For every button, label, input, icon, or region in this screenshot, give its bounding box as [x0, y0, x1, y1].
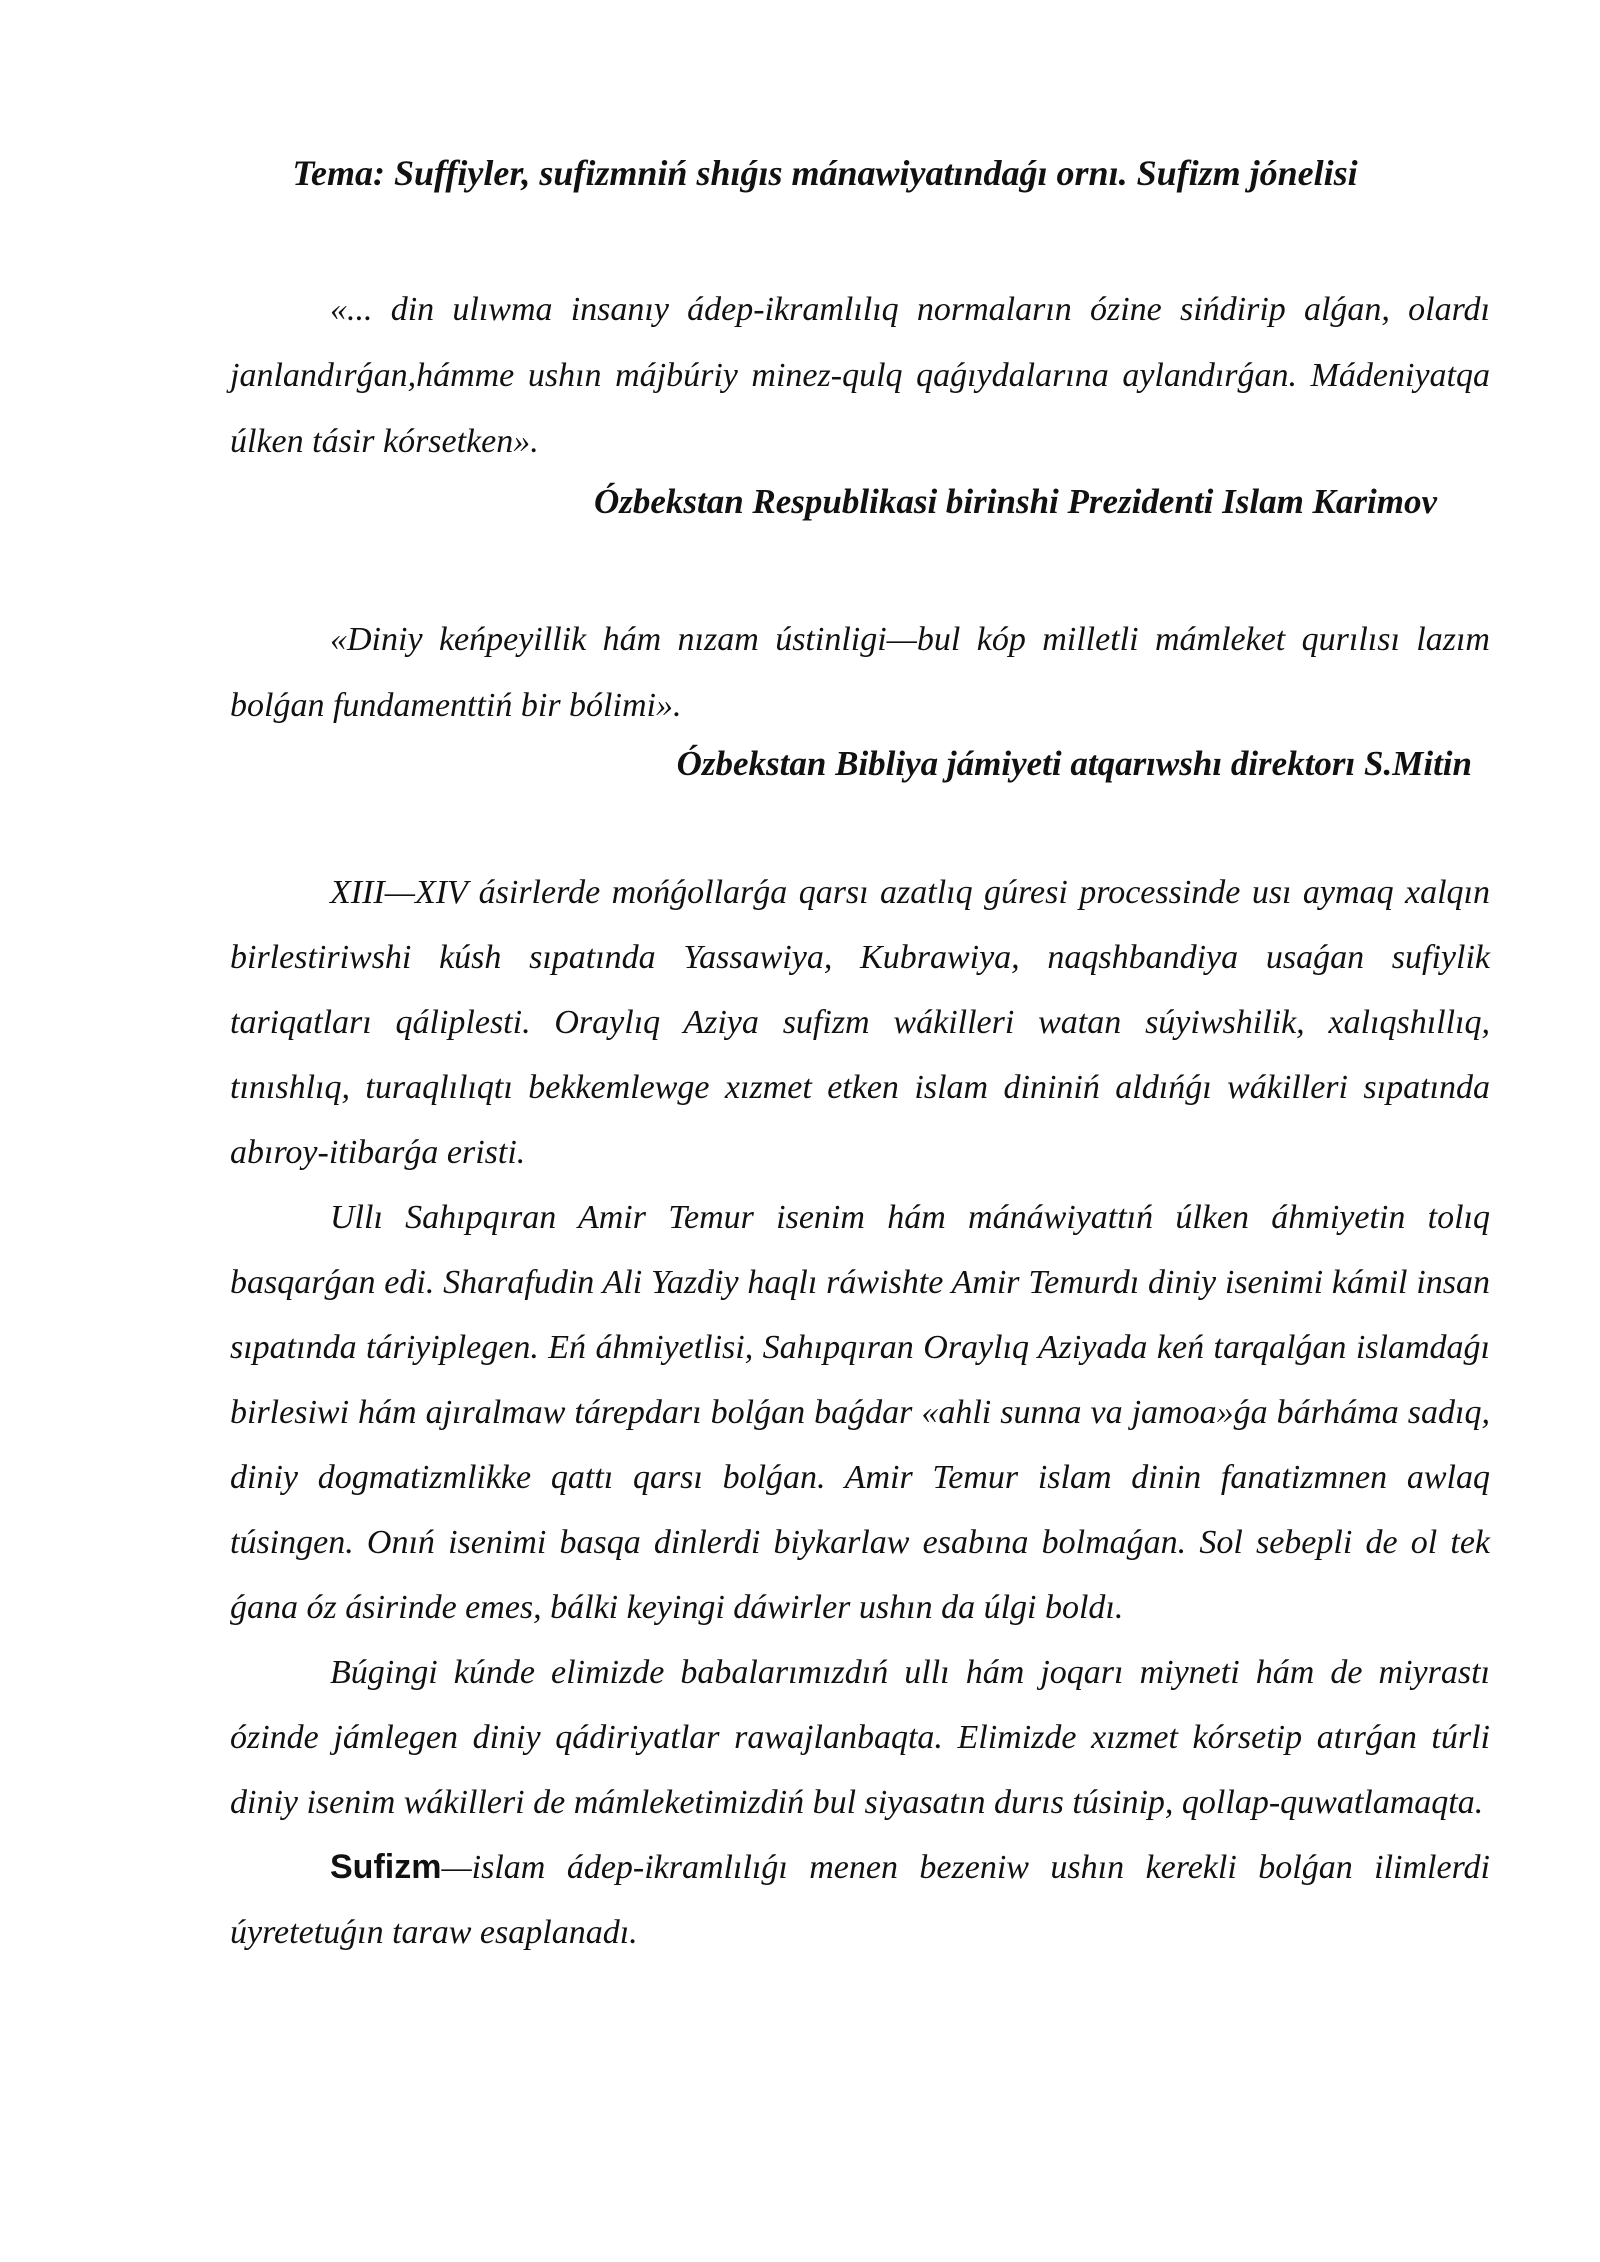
document-title: Tema: Suffiyler, sufizmniń shıǵıs mánawiyatındaǵı ornı. Sufizm jónelisi [292, 153, 1358, 193]
definition-text: —islam ádep-ikramlılıǵı menen bezeniw ushın kerekli bolǵan ilimlerdi úyretetuǵın taraw esaplanadı. [230, 1849, 1490, 1951]
body-paragraph-2: Ullı Sahıpqıran Amir Temur isenim hám mánáwiyattıń úlken áhmiyetin tolıq basqarǵan edi. Sharafudin Ali Yazdiy haqlı ráwishte Amir Temurdı diniy isenimi kámil insan sıpatında táriyiplegen. Eń áhmiyetlisi, Sahıpqıran Oraylıq Aziyada keń tarqalǵan islamdaǵı birlesiwi hám ajıralmaw tárepdarı bolǵan baǵdar «ahli sunna va jamoa»ǵa bárháma sadıq, diniy dogmatizmlikke qattı qarsı bolǵan. Amir Temur islam dinin fanatizmnen awlaq túsingen. Onıń isenimi basqa dinlerdi biykarlaw esabına bolmaǵan. Sol sebepli de ol tek ǵana óz ásirinde emes, bálki keyingi dáwirler ushın da úlgi boldı. [230, 1199, 1490, 1626]
body-paragraph-3: Búgingi kúnde elimizde babalarımızdıń ullı hám joqarı miyneti hám de miyrastı ózinde jámlegen diniy qádiriyatlar rawajlanbaqta. Elimizde xızmet kórsetip atırǵan túrli diniy isenim wákilleri de mámleketimizdiń bul siyasatın durıs túsinip, qollap-quwatlamaqta. [230, 1654, 1490, 1821]
epigraph-author-2: Ózbekstan Bibliya jámiyeti atqarıwshı direktorı S.Mitin [676, 744, 1472, 783]
body-paragraph-1: XIII—XIV ásirlerde mońǵollarǵa qarsı azatlıq gúresi processinde usı aymaq xalqın birlestiriwshi kúsh sıpatında Yassawiya, Kubrawiya, naqshbandiya usaǵan sufiylik tariqatları qáliplesti. Oraylıq Aziya sufizm wákilleri watan súyiwshilik, xalıqshıllıq, tınıshlıq, turaqlılıqtı bekkemlewge xızmet etken islam dininiń aldıńǵı wákilleri sıpatında abıroy-itibarǵa eristi. [230, 874, 1490, 1171]
definition-paragraph [230, 1835, 1490, 1965]
epigraph-author-1: Ózbekstan Respublikasi birinshi Prezidenti Islam Karimov [593, 482, 1437, 521]
epigraph-quote-1: «... din ulıwma insanıy ádep-ikramlılıq normaların ózine sińdirip alǵan, olardı janlandırǵan,hámme ushın májbúriy minez-qulq qaǵıydalarına aylandırǵan. Mádeniyatqa úlken tásir kórsetken». [230, 291, 1490, 460]
definition-term: Sufizm [330, 1848, 442, 1886]
epigraph-quote-2: «Diniy keńpeyillik hám nızam ústinligi—bul kóp milletli mámleket qurılısı lazım bolǵan fundamenttiń bir bólimi». [230, 621, 1490, 724]
document-body [230, 860, 1490, 1965]
